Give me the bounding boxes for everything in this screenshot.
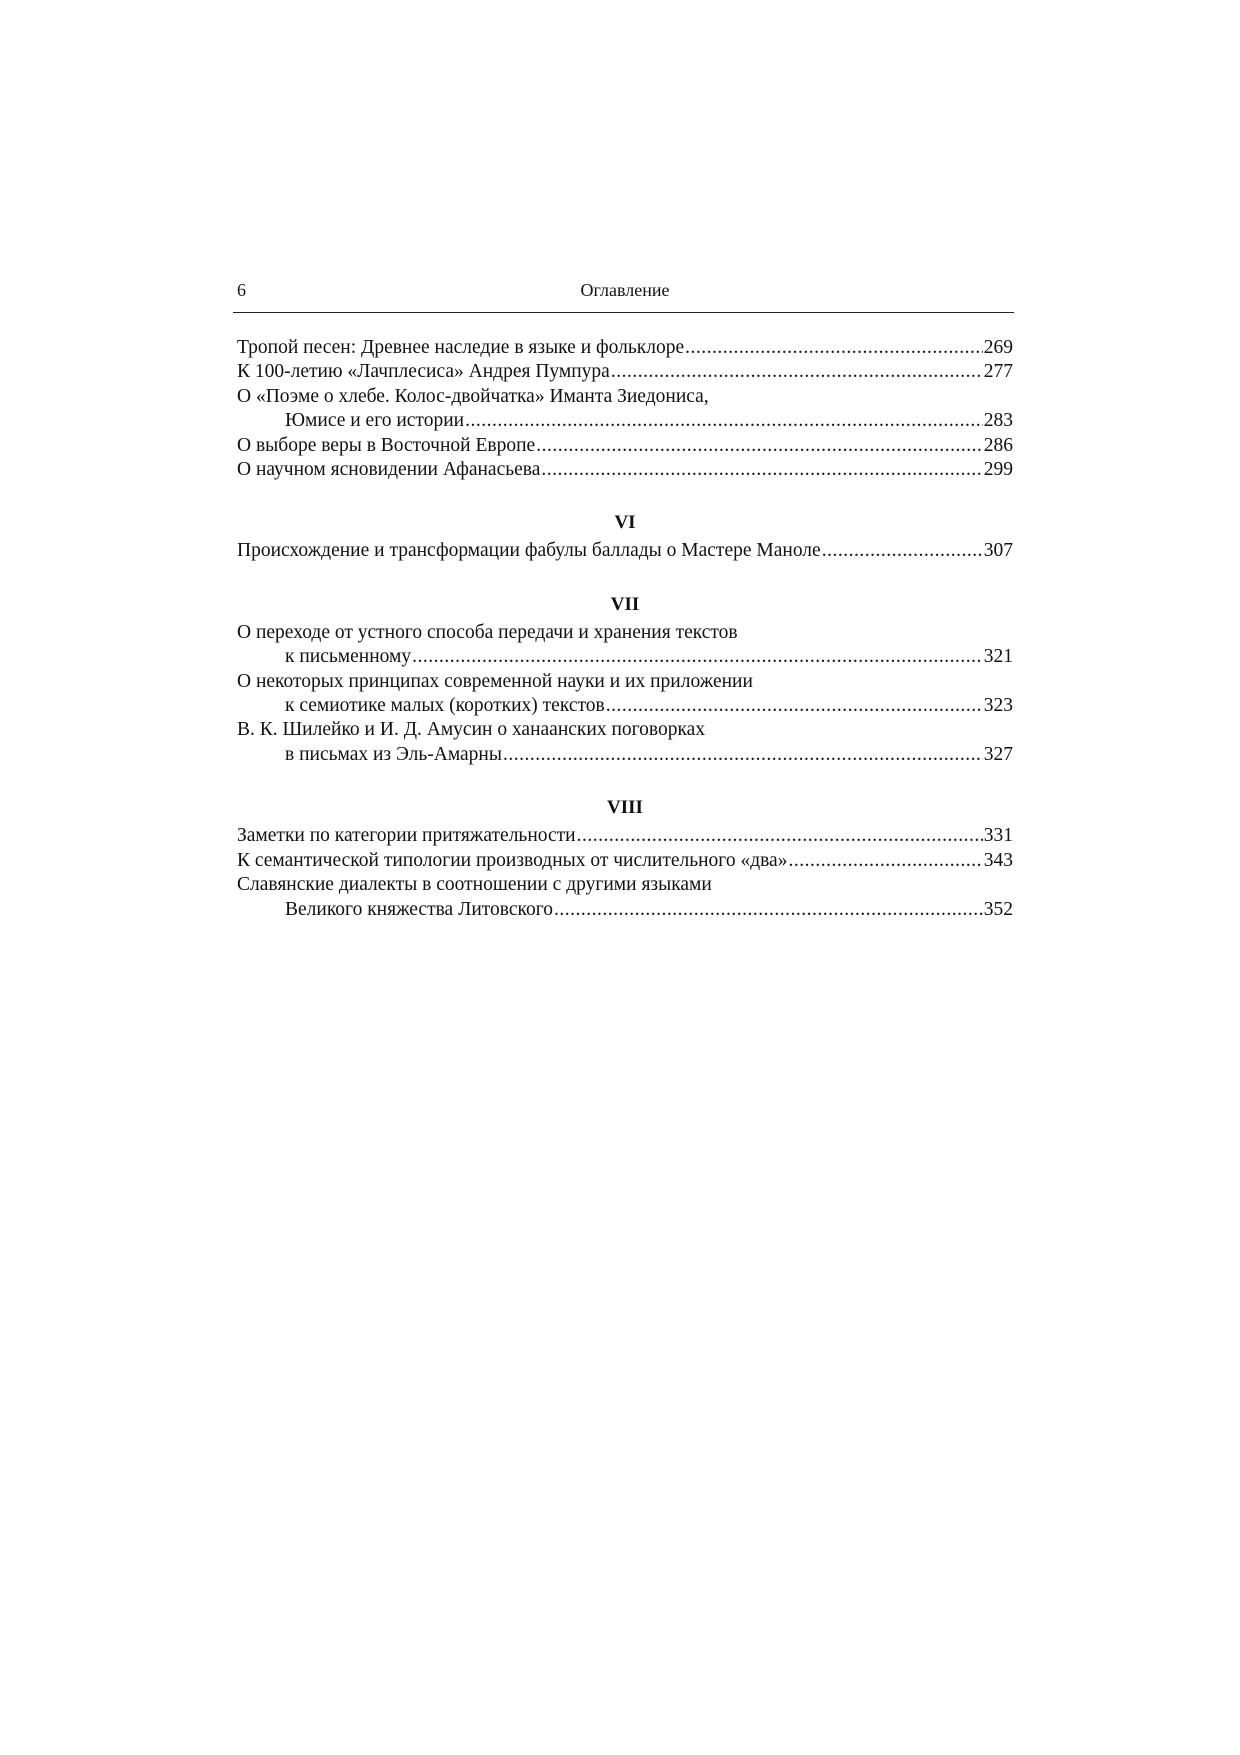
entry-page-number: 269 bbox=[983, 337, 1013, 358]
entry-title: О научном ясновидении Афанасьева bbox=[237, 459, 541, 481]
header-rule bbox=[233, 312, 1014, 313]
toc-entry bbox=[237, 434, 1013, 458]
toc-section bbox=[237, 593, 1013, 767]
entry-title: К 100-летию «Лачплесиса» Андрея Пумпура bbox=[237, 361, 610, 383]
entry-title-line: Славянские диалекты в соотношении с другими языками bbox=[237, 874, 712, 896]
entry-row bbox=[237, 645, 1013, 669]
section-heading: VIII bbox=[607, 797, 643, 819]
toc-entry bbox=[237, 621, 1013, 670]
toc-entry bbox=[237, 824, 1013, 848]
toc-entry bbox=[237, 360, 1013, 384]
entry-title-line: О некоторых принципах современной науки и их приложении bbox=[237, 670, 753, 692]
entry-title-line: В. К. Шилейко и И. Д. Амусин о ханаанских поговорках bbox=[237, 719, 706, 741]
entry-row bbox=[237, 694, 1013, 718]
running-title: Оглавление bbox=[580, 280, 670, 300]
toc-section bbox=[237, 336, 1013, 482]
entry-page-number: 307 bbox=[983, 540, 1013, 562]
entry-page-number: 321 bbox=[983, 646, 1013, 668]
entry-page-number: 331 bbox=[983, 825, 1013, 847]
entry-page-number: 327 bbox=[983, 743, 1013, 765]
entry-title: Великого княжества Литовского bbox=[285, 898, 554, 920]
dot-leader bbox=[536, 434, 983, 458]
dot-leader bbox=[503, 743, 983, 767]
toc-entry bbox=[237, 539, 1013, 563]
entry-title: Происхождение и трансформации фабулы баллады о Мастере Маноле bbox=[237, 540, 821, 562]
page-header bbox=[237, 279, 1013, 313]
toc-entry bbox=[237, 873, 1013, 922]
toc-section bbox=[237, 511, 1013, 563]
entry-page-number: 283 bbox=[983, 410, 1013, 432]
entry-title: Тропой песен: Древнее наследие в языке и фольклоре bbox=[237, 337, 685, 358]
dot-leader bbox=[577, 824, 983, 848]
section-heading: VII bbox=[610, 593, 640, 615]
entry-row bbox=[237, 539, 1013, 563]
entry-page-number: 299 bbox=[983, 459, 1013, 481]
entry-page-number: 323 bbox=[983, 695, 1013, 717]
toc-section bbox=[237, 796, 1013, 922]
entry-row bbox=[237, 898, 1013, 922]
entry-title: Заметки по категории притяжательности bbox=[237, 825, 576, 847]
entry-page-number: 352 bbox=[983, 898, 1013, 920]
entry-row bbox=[237, 336, 1013, 360]
dot-leader bbox=[611, 360, 983, 384]
toc-entry bbox=[237, 718, 1013, 767]
entry-row bbox=[237, 824, 1013, 848]
entry-title: Юмисе и его истории bbox=[285, 410, 465, 432]
toc-entry bbox=[237, 336, 1013, 360]
entry-page-number: 277 bbox=[983, 361, 1013, 383]
dot-leader bbox=[554, 898, 983, 922]
dot-leader bbox=[465, 409, 983, 433]
entry-row bbox=[237, 849, 1013, 873]
entry-title: К семантической типологии производных от числительного «два» bbox=[237, 849, 788, 871]
entry-title: О выборе веры в Восточной Европе bbox=[237, 434, 536, 456]
entry-row bbox=[237, 743, 1013, 767]
toc-entry bbox=[237, 385, 1013, 434]
entry-row bbox=[237, 409, 1013, 433]
entry-page-number: 286 bbox=[983, 434, 1013, 456]
dot-leader bbox=[606, 694, 983, 718]
entry-title: к письменному bbox=[285, 646, 412, 668]
entry-row bbox=[237, 458, 1013, 482]
toc-entry bbox=[237, 670, 1013, 719]
entry-row bbox=[237, 360, 1013, 384]
dot-leader bbox=[822, 539, 983, 563]
entry-page-number: 343 bbox=[983, 849, 1013, 871]
dot-leader bbox=[412, 645, 983, 669]
dot-leader bbox=[685, 336, 983, 360]
dot-leader bbox=[541, 458, 982, 482]
page-number: 6 bbox=[237, 280, 246, 300]
toc-entry bbox=[237, 849, 1013, 873]
entry-title: в письмах из Эль-Амарны bbox=[285, 743, 502, 765]
entry-title-line: О «Поэме о хлебе. Колос-двойчатка» Иманта Зиедониса, bbox=[237, 385, 709, 407]
table-of-contents bbox=[237, 336, 1013, 922]
entry-row bbox=[237, 434, 1013, 458]
dot-leader bbox=[788, 849, 982, 873]
entry-title-line: О переходе от устного способа передачи и хранения текстов bbox=[237, 621, 738, 643]
toc-entry bbox=[237, 458, 1013, 482]
entry-title: к семиотике малых (коротких) текстов bbox=[285, 695, 605, 717]
section-heading: VI bbox=[614, 512, 636, 534]
